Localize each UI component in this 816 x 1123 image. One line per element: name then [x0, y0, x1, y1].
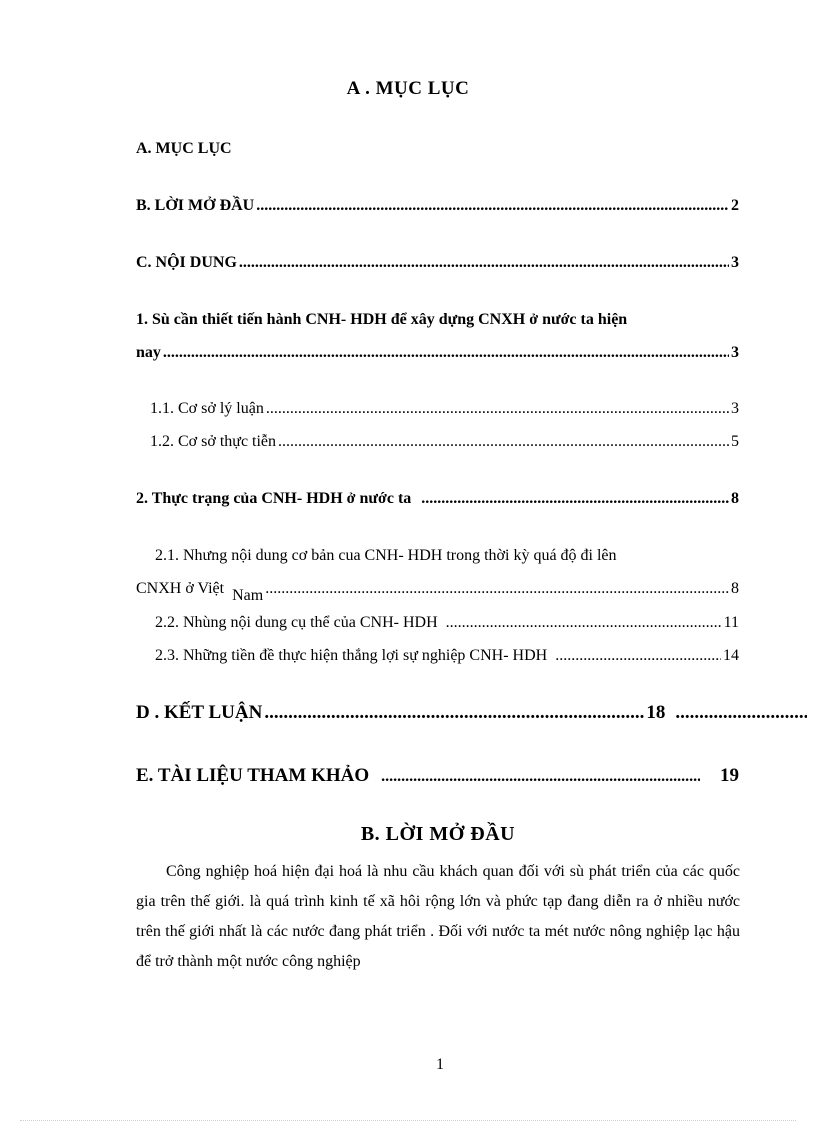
toc-entry-page: 18: [646, 702, 666, 723]
toc-entry-page: 14: [723, 647, 739, 664]
toc-entry-2-1-line1: 2.1. Nhưng nội dung cơ bản cua CNH- HDH trong thời kỳ quá độ đi lên: [155, 547, 617, 564]
toc-entry-label: 2.2. Nhùng nội dung cụ thể của CNH- HDH: [155, 614, 438, 631]
toc-entry-label: D . KẾT LUẬN: [136, 702, 263, 723]
page-number: 1: [436, 1056, 444, 1073]
toc-entry-1-2[interactable]: [150, 433, 739, 451]
intro-paragraph: [136, 857, 740, 977]
toc-entry-page: 8: [731, 490, 739, 507]
toc-entry-muc-luc: A. MỤC LỤC: [136, 140, 232, 157]
intro-paragraph-text: Công nghiệp hoá hiện đại hoá là nhu cầu khách quan đối với sù phát triển của các quốc gia trên thế giới. là quá trình kinh tế xã hôi rộng lớn và phức tạp đang diễn ra ở nhiều nước trên thế giới nhất là các nước đang phát triển . Đối với nước ta mét nước nông nghiệp lạc hậu để trở thành một nước công nghiệp: [136, 863, 740, 970]
footer-divider: [20, 1120, 796, 1121]
toc-leader-dots: [421, 490, 729, 508]
toc-entry-2-1[interactable]: [136, 580, 739, 604]
toc-title: A . MỤC LỤC: [346, 78, 470, 99]
toc-entry-page: 19: [720, 765, 739, 786]
toc-entry-2[interactable]: [136, 490, 739, 508]
toc-entry-page: 11: [723, 614, 739, 631]
toc-leader-dots: [555, 647, 721, 665]
toc-entry-2-3[interactable]: [155, 647, 739, 665]
intro-heading: B. LỜI MỞ ĐẦU: [360, 823, 516, 845]
toc-entry-label: nay: [136, 344, 161, 361]
toc-entry-page: 3: [731, 400, 739, 417]
toc-entry-label: 2. Thực trạng của CNH- HDH ở nước ta: [136, 490, 412, 507]
toc-entry-page: 5: [731, 433, 739, 450]
toc-entry-page: 8: [731, 580, 739, 597]
toc-leader-dots: [256, 197, 729, 215]
toc-leader-dots: [265, 580, 729, 598]
toc-leader-dots: [266, 400, 729, 418]
toc-entry-1-1[interactable]: [150, 400, 739, 418]
toc-entry-tai-lieu[interactable]: [136, 765, 739, 787]
toc-leader-dots: [264, 702, 644, 724]
toc-entry-label: 1.1. Cơ sở lý luận: [150, 400, 264, 417]
toc-entry-label: E. TÀI LIỆU THAM KHẢO: [136, 765, 370, 786]
toc-entry-page: 2: [731, 197, 739, 214]
toc-entry-1-line1: 1. Sù cần thiết tiến hành CNH- HDH để xây dựng CNXH ở nước ta hiện: [136, 311, 628, 328]
toc-entry-page: 3: [731, 254, 739, 271]
toc-entry-label-suffix: Nam: [232, 587, 264, 604]
toc-leader-dots: [239, 254, 729, 272]
toc-leader-dots: [446, 614, 722, 632]
toc-entry-label: C. NỘI DUNG: [136, 254, 237, 271]
toc-leader-dots-trailing: [675, 702, 807, 724]
toc-entry-loi-mo-dau[interactable]: [136, 197, 739, 215]
toc-leader-dots: [278, 433, 729, 451]
toc-entry-ket-luan[interactable]: [136, 702, 809, 724]
toc-entry-label: CNXH ở Việt: [136, 580, 225, 597]
toc-leader-dots: [163, 344, 729, 362]
toc-entry-2-2[interactable]: [155, 614, 739, 632]
toc-entry-1[interactable]: [136, 344, 739, 362]
toc-entry-page: 3: [731, 344, 739, 361]
toc-leader-dots: [381, 768, 700, 786]
toc-entry-noi-dung[interactable]: [136, 254, 739, 272]
toc-entry-label: 2.3. Những tiền đề thực hiện thắng lợi sự nghiệp CNH- HDH: [155, 647, 548, 664]
toc-entry-label: B. LỜI MỞ ĐẦU: [136, 197, 255, 214]
toc-entry-label: 1.2. Cơ sở thực tiễn: [150, 433, 277, 450]
